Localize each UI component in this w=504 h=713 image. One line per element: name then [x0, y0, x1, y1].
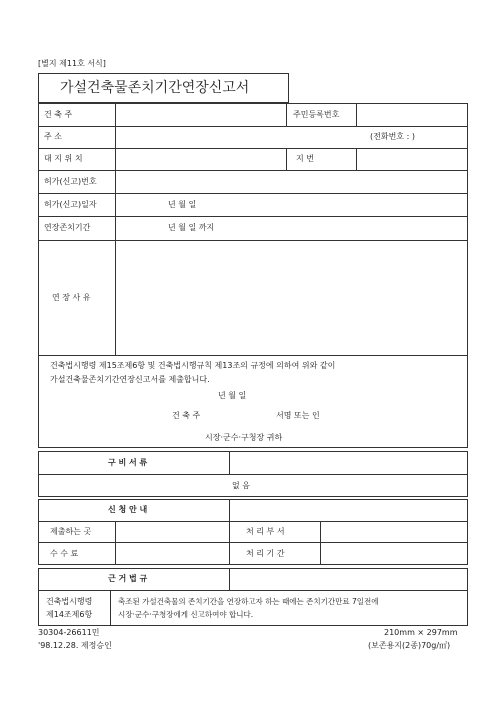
form-code: 30304-26611민 [38, 628, 100, 637]
sign-label: 서명 또는 인 [276, 411, 320, 420]
extension-period-label: 연장존치기간 [44, 223, 91, 232]
declaration-line-2: 가설건축물존치기간연장신고서를 제출합니다. [50, 375, 210, 384]
dept-label: 처 리 부 서 [246, 527, 285, 536]
column-divider [356, 148, 357, 170]
law-text-line-2: 시장·군수·구청장에게 신고하여야 합니다. [118, 610, 254, 619]
row-divider [38, 216, 468, 217]
law-ref-line-2: 제14조제6항 [46, 610, 93, 619]
main-form [38, 103, 468, 448]
column-divider [229, 451, 230, 474]
row-divider [38, 170, 468, 171]
signer-label: 건 축 주 [172, 411, 201, 420]
docs-header: 구 비 서 류 [108, 458, 148, 467]
column-divider [115, 521, 116, 565]
row-divider [38, 542, 468, 543]
column-divider [229, 499, 230, 521]
guide-header: 신 청 안 내 [108, 505, 148, 514]
column-divider [110, 590, 111, 626]
column-divider [286, 103, 287, 126]
law-header: 근 거 법 규 [108, 574, 148, 583]
recipient: 시장·군수·구청장 귀하 [205, 433, 283, 442]
builder-label: 건 축 주 [44, 110, 73, 119]
submit-to-label: 제출하는 곳 [50, 527, 92, 536]
column-divider [115, 103, 116, 355]
permit-no-label: 허가(신고)번호 [44, 177, 97, 186]
extension-period-value: 년 월 일 까지 [168, 223, 215, 232]
fee-label: 수 수 료 [50, 549, 79, 558]
row-divider [38, 240, 468, 241]
lot-no-label: 지 번 [296, 154, 314, 163]
address-label: 주 소 [44, 132, 62, 141]
law-text-line-1: 축조된 가설건축물의 존치기간을 연장하고자 하는 때에는 존치기간만료 7일전에 [118, 597, 379, 606]
row-divider [38, 474, 468, 475]
column-divider [229, 568, 230, 590]
row-divider [38, 521, 468, 522]
form-number: [별지 제11호 서식] [38, 59, 106, 68]
row-divider [38, 355, 468, 356]
declaration-line-1: 건축법시행령 제15조제6항 및 건축법시행규칙 제13조의 규정에 의하여 위와 같이 [50, 361, 336, 370]
declaration-date: 년 월 일 [218, 391, 247, 400]
resident-no-label: 주민등록번호 [293, 110, 340, 119]
row-divider [38, 590, 468, 591]
column-divider [286, 148, 287, 170]
reason-label: 연 장 사 유 [52, 293, 91, 302]
row-divider [38, 193, 468, 194]
site-location-label: 대 지 위 치 [44, 154, 83, 163]
form-title: 가설건축물존치기간연장신고서 [60, 80, 250, 96]
row-divider [38, 126, 468, 127]
permit-date-label: 허가(신고)일자 [44, 200, 97, 209]
law-ref-line-1: 건축법시행령 [46, 597, 93, 606]
column-divider [229, 521, 230, 565]
permit-date-value: 년 월 일 [168, 200, 197, 209]
approval-date: '98.12.28. 제정승인 [38, 641, 112, 650]
paper-size: 210mm × 297mm [384, 628, 458, 637]
row-divider [38, 148, 468, 149]
column-divider [356, 103, 357, 126]
period-label: 처 리 기 간 [246, 549, 285, 558]
paper-type: (보존용지(2종)70g/㎡) [368, 641, 451, 650]
column-divider [320, 521, 321, 565]
docs-value: 없 음 [232, 481, 250, 490]
phone-label: (전화번호 : ) [370, 132, 415, 141]
